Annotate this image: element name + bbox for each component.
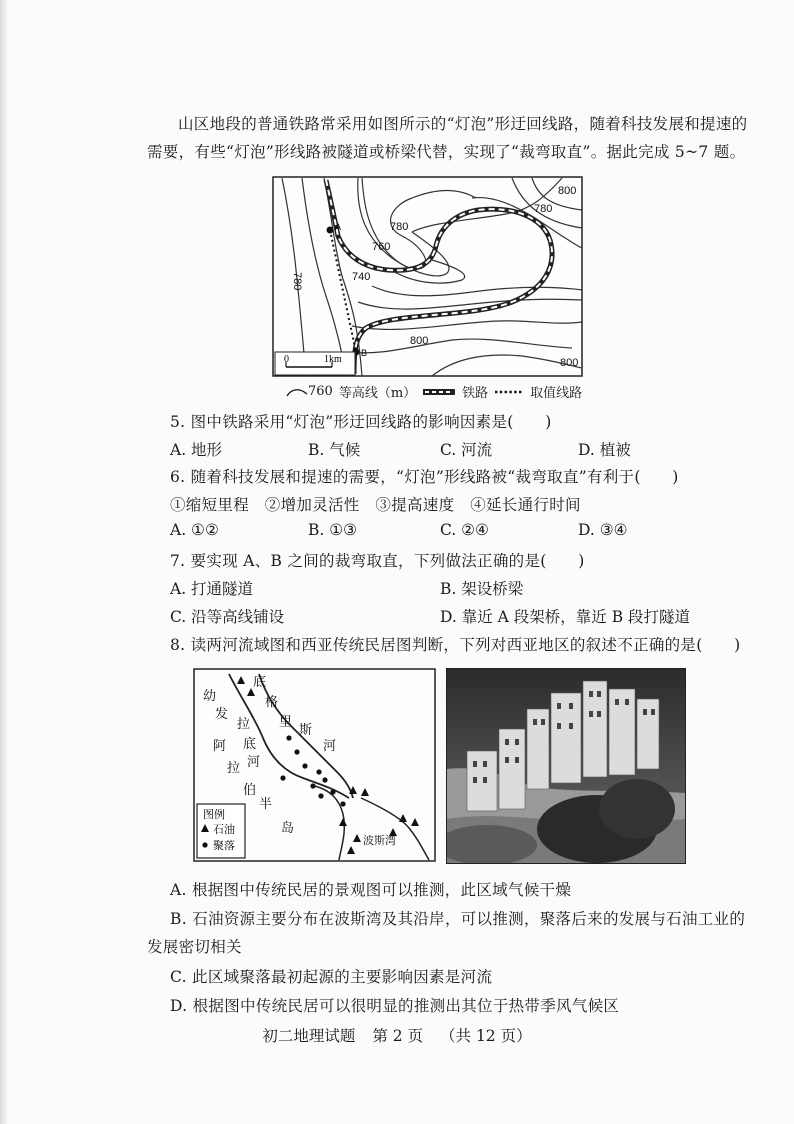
- legend-settlement-text: 聚落: [213, 839, 235, 852]
- q7-option-a[interactable]: A. 打通隧道: [170, 580, 254, 598]
- point-b-label: B: [361, 348, 368, 358]
- q6-option-c[interactable]: C. ②④: [440, 521, 489, 539]
- euphrates-char-1: 幼: [203, 689, 217, 704]
- arabia-char-3: 伯: [243, 783, 257, 798]
- euphrates-char-2: 发: [215, 707, 229, 722]
- straight-legend-text: 取值线路: [530, 386, 583, 401]
- railway-legend-text: 铁路: [462, 386, 489, 401]
- scale-bar: [275, 352, 355, 375]
- q5-stem: 5. 图中铁路采用“灯泡”形迂回线路的影响因素是( ): [170, 413, 552, 431]
- contour-label-780-right: 780: [534, 203, 553, 215]
- intro-line-2: 需要，有些“灯泡”形线路被隧道或桥梁代替，实现了“裁弯取直”。据此完成 5~7 题。: [147, 143, 746, 161]
- q7-option-b[interactable]: B. 架设桥梁: [440, 580, 524, 598]
- q8-option-b[interactable]: B. 石油资源主要分布在波斯湾及其沿岸，可以推测，聚落后来的发展与石油工业的: [170, 910, 746, 928]
- two-rivers-map: [193, 668, 436, 862]
- contour-legend-value: 760: [308, 384, 333, 399]
- scan-edge: [0, 0, 8, 1124]
- q7-option-d[interactable]: D. 靠近 A 段架桥，靠近 B 段打隧道: [440, 608, 691, 626]
- contour-legend: [286, 382, 582, 401]
- q8-option-c[interactable]: C. 此区域聚落最初起源的主要影响因素是河流: [170, 968, 493, 986]
- point-a-marker: [327, 227, 334, 234]
- page-footer: [0, 1024, 794, 1046]
- euphrates-char-4: 底: [243, 737, 257, 752]
- legend-settlement-icon: [202, 842, 207, 847]
- euphrates-char-3: 拉: [237, 717, 251, 732]
- contour-label-800-top: 800: [558, 185, 577, 197]
- q7-stem: 7. 要实现 A、B 之间的裁弯取直，下列做法正确的是( ): [170, 552, 585, 570]
- river-map-legend: [197, 804, 245, 858]
- arabia-char-2: 拉: [227, 761, 241, 776]
- q5-option-d[interactable]: D. 植被: [578, 441, 631, 459]
- tigris-char-5: 河: [323, 739, 337, 754]
- arabia-char-5: 岛: [281, 821, 295, 836]
- footer-total: （共 12 页）: [440, 1027, 532, 1045]
- q8-option-d[interactable]: D. 根据图中传统民居可以很明显的推测出其位于热带季风气候区: [170, 997, 620, 1015]
- q6-option-b[interactable]: B. ①③: [308, 521, 358, 539]
- q6-statements: ①缩短里程 ②增加灵活性 ③提高速度 ④延长通行时间: [170, 496, 581, 514]
- contour-label-760: 760: [372, 241, 391, 253]
- contour-label-800-br: 800: [560, 357, 579, 369]
- tigris-char-1: 底: [253, 675, 267, 690]
- q5-option-c[interactable]: C. 河流: [440, 441, 493, 459]
- footer-subject: 初二地理试题: [262, 1027, 356, 1045]
- footer-page: 第 2 页: [372, 1027, 424, 1045]
- point-a-label: A: [335, 222, 342, 232]
- legend-title: 图例: [203, 808, 225, 821]
- q6-option-d[interactable]: D. ③④: [578, 521, 628, 539]
- persian-gulf-label: 波斯湾: [363, 834, 396, 847]
- arabia-char-4: 半: [259, 797, 273, 812]
- contour-label-780-left: 780: [291, 272, 303, 291]
- legend-oil-text: 石油: [213, 823, 235, 836]
- q5-option-b[interactable]: B. 气候: [308, 441, 361, 459]
- scale-km: 1km: [324, 354, 342, 365]
- contour-map: [272, 176, 584, 378]
- q8-option-b-continued: 发展密切相关: [147, 938, 242, 956]
- contour-label-800-bottom: 800: [410, 335, 429, 347]
- straight-legend-symbol: [494, 387, 524, 397]
- intro-line-1: 山区地段的普通铁路常采用如图所示的“灯泡”形迂回线路，随着科技发展和提速的: [178, 115, 748, 133]
- tigris-char-3: 里: [279, 715, 293, 730]
- contour-label-780-mid: 780: [390, 221, 409, 233]
- contour-legend-symbol: [286, 386, 308, 398]
- q8-option-a[interactable]: A. 根据图中传统民居的景观图可以推测，此区域气候干燥: [170, 881, 572, 899]
- tigris-char-4: 斯: [299, 723, 313, 738]
- contour-label-740: 740: [352, 271, 371, 283]
- q7-option-c[interactable]: C. 沿等高线铺设: [170, 608, 285, 626]
- traditional-dwelling-photo: [446, 668, 686, 864]
- contour-legend-text: 等高线（m）: [338, 386, 417, 401]
- arabia-char-1: 阿: [213, 739, 227, 754]
- dwelling-photo-illustration: [447, 669, 685, 863]
- railway-legend-symbol: [422, 387, 456, 397]
- scale-zero: 0: [284, 354, 289, 365]
- tigris-char-2: 格: [265, 695, 279, 710]
- q6-stem: 6. 随着科技发展和提速的需要，“灯泡”形线路被“裁弯取直”有利于( ): [170, 468, 679, 486]
- q5-option-a[interactable]: A. 地形: [170, 441, 223, 459]
- q6-option-a[interactable]: A. ①②: [170, 521, 219, 539]
- q8-stem: 8. 读两河流域图和西亚传统民居图判断，下列对西亚地区的叙述不正确的是( ): [170, 636, 741, 654]
- euphrates-char-5: 河: [247, 755, 261, 770]
